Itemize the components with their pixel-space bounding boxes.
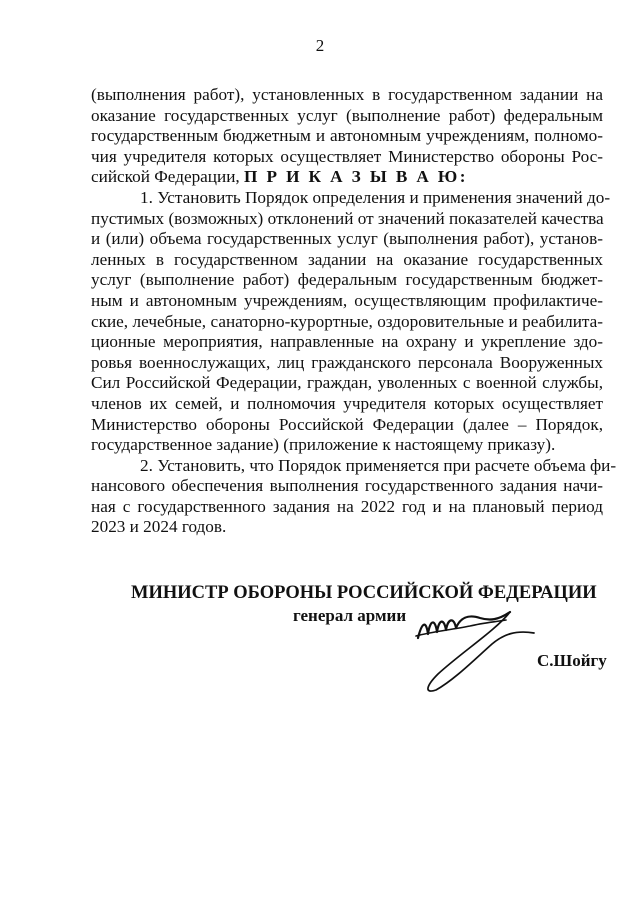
text-line: ционные мероприятия, направленные на охрану и укрепление здо-	[91, 332, 603, 352]
document-body	[91, 85, 617, 538]
text-line: ная с государственного задания на 2022 год и на плановый период	[91, 496, 603, 516]
paragraph-intro	[91, 85, 603, 188]
text-line: ленных в государственном задании на оказание государственных	[91, 249, 603, 269]
text-line: 1. Установить Порядок определения и применения значений до-	[140, 187, 611, 207]
order-word: П Р И К А З Ы В А Ю	[243, 167, 460, 187]
text-line: ские, лечебные, санаторно-курортные, оздоровительные и реабилита-	[91, 311, 603, 331]
text-line: и (или) объема государственных услуг (выполнения работ), установ-	[91, 229, 603, 249]
text-line: услуг (выполнение работ) федеральным государственным бюджет-	[91, 270, 603, 290]
page-number: 2	[315, 36, 325, 55]
text-line: государственным бюджетным и автономным учреждениям, полномо-	[91, 126, 603, 146]
text-line: Сил Российской Федерации, граждан, уволенных с военной службы,	[91, 373, 603, 393]
handwritten-signature	[410, 600, 540, 695]
signatory-title: МИНИСТР ОБОРОНЫ РОССИЙСКОЙ ФЕДЕРАЦИИ	[131, 583, 597, 603]
text-line: оказание государственных услуг (выполнение работ) федеральным	[91, 105, 603, 125]
text-line: 2. Установить, что Порядок применяется при расчете объема фи-	[140, 455, 617, 475]
text-fragment: сийской Федерации,	[91, 167, 240, 187]
order-colon: :	[459, 167, 466, 187]
text-line: 2023 и 2024 годов.	[91, 517, 227, 537]
signatory-name: С.Шойгу	[537, 651, 607, 670]
text-line: государственное задание) (приложение к настоящему приказу).	[91, 435, 556, 455]
text-line: членов их семей, и полномочия учредителя которых осуществляет	[91, 393, 603, 413]
text-line: ровья военнослужащих, лиц гражданского персонала Вооруженных	[91, 352, 603, 372]
text-line: Министерство обороны Российской Федерации (далее – Порядок,	[91, 414, 603, 434]
text-line: нансового обеспечения выполнения государственного задания начи-	[91, 476, 603, 496]
order-item-1	[91, 187, 611, 456]
text-line: чия учредителя которых осуществляет Министерство обороны Рос-	[91, 146, 603, 166]
text-line	[91, 167, 603, 188]
text-line: (выполнения работ), установленных в государственном задании на	[91, 85, 603, 104]
text-line: пустимых (возможных) отклонений от значений показателей качества	[91, 208, 604, 228]
text-line: ным и автономным учреждениям, осуществляющим профилактиче-	[91, 290, 603, 310]
order-item-2	[91, 455, 617, 538]
signatory-rank: генерал армии	[293, 606, 407, 625]
